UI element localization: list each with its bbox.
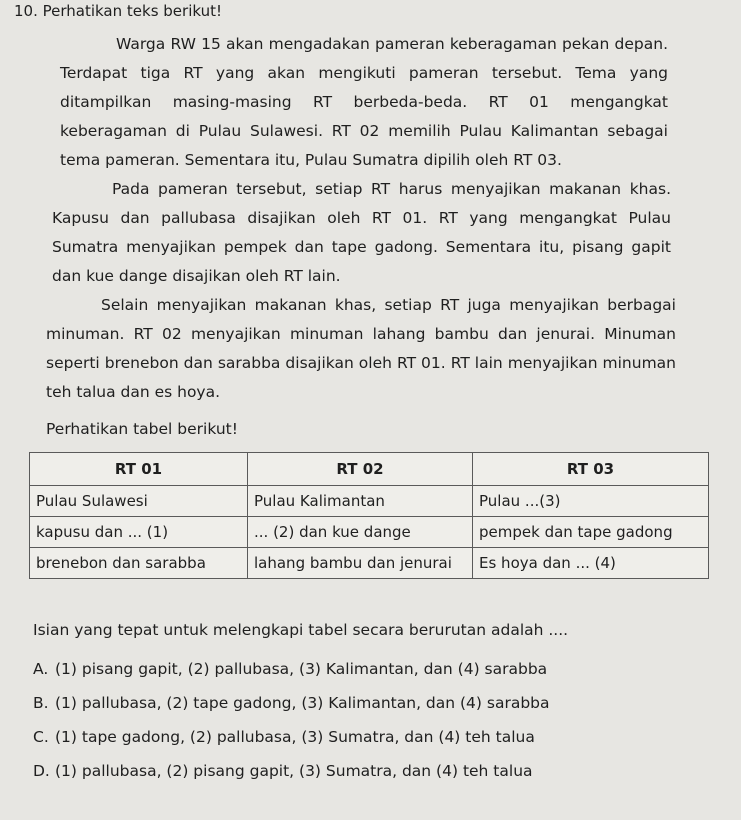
option-letter: B. (33, 694, 49, 712)
option-letter: A. (33, 660, 49, 678)
option-letter: D. (33, 762, 50, 780)
option-letter: C. (33, 728, 49, 746)
paragraph-1: Warga RW 15 akan mengadakan pameran keberagaman pekan depan. Terdapat tiga RT yang akan mengikuti pameran tersebut. Tema yang ditampilkan masing-masing RT berbeda-beda. RT 01 mengangkat keberagaman di Pulau Sulawesi. RT 02 memilih Pulau Kalimantan sebagai tema pameran. Sementara itu, Pulau Sumatra dipilih oleh RT 03. (60, 35, 668, 169)
option-text: (1) pisang gapit, (2) pallubasa, (3) Kalimantan, dan (4) sarabba (55, 660, 548, 678)
option-d[interactable] (33, 754, 550, 788)
paragraph-3: Selain menyajikan makanan khas, setiap RT juga menyajikan berbagai minuman. RT 02 menyajikan minuman lahang bambu dan jenurai. Minuman seperti brenebon dan sarabba disajikan oleh RT 01. RT lain menyajikan minuman teh talua dan es hoya. (46, 296, 676, 401)
option-text: (1) pallubasa, (2) tape gadong, (3) Kalimantan, dan (4) sarabba (55, 694, 550, 712)
table-row (30, 548, 709, 579)
paragraph-2: Pada pameran tersebut, setiap RT harus menyajikan makanan khas. Kapusu dan pallubasa disajikan oleh RT 01. RT yang mengangkat Pulau Sumatra menyajikan pempek dan tape gadong. Sementara itu, pisang gapit dan kue dange disajikan oleh RT lain. (52, 180, 671, 285)
table-cell: lahang bambu dan jenurai (248, 548, 473, 579)
table-header-row (30, 453, 709, 486)
table-cell: ... (2) dan kue dange (248, 517, 473, 548)
header-rt03: RT 03 (473, 453, 709, 486)
header-rt02: RT 02 (248, 453, 473, 486)
table-cell: Pulau ...(3) (473, 486, 709, 517)
table-row (30, 486, 709, 517)
rt-table (29, 452, 709, 579)
option-b[interactable] (33, 686, 550, 720)
header-rt01: RT 01 (30, 453, 248, 486)
table-row (30, 517, 709, 548)
option-a[interactable] (33, 652, 550, 686)
table-intro: Perhatikan tabel berikut! (46, 420, 238, 438)
option-text: (1) tape gadong, (2) pallubasa, (3) Sumatra, dan (4) teh talua (55, 728, 535, 746)
question-text: Isian yang tepat untuk melengkapi tabel secara berurutan adalah .... (33, 621, 569, 639)
table-cell: kapusu dan ... (1) (30, 517, 248, 548)
option-text: (1) pallubasa, (2) pisang gapit, (3) Sumatra, dan (4) teh talua (55, 762, 533, 780)
table-cell: Pulau Sulawesi (30, 486, 248, 517)
question-title: 10. Perhatikan teks berikut! (14, 2, 222, 20)
table-cell: Pulau Kalimantan (248, 486, 473, 517)
option-c[interactable] (33, 720, 550, 754)
table-cell: pempek dan tape gadong (473, 517, 709, 548)
table-cell: Es hoya dan ... (4) (473, 548, 709, 579)
answer-options (33, 652, 550, 788)
table-cell: brenebon dan sarabba (30, 548, 248, 579)
